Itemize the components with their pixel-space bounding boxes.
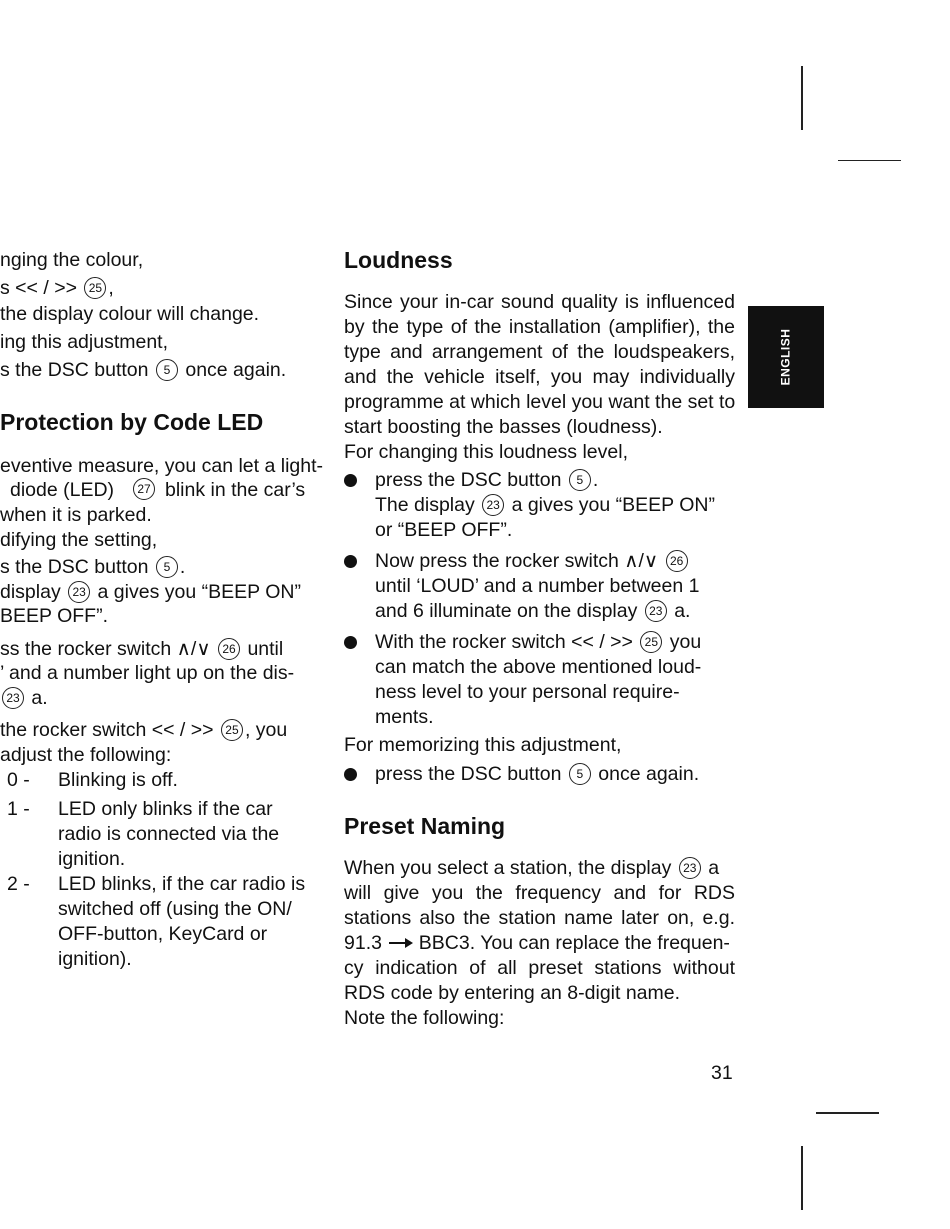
text-line: or “BEEP OFF”. — [375, 519, 513, 541]
text-line: ing this adjustment, — [0, 331, 169, 353]
reference-5: 5 — [156, 359, 178, 381]
text-line: and 6 illuminate on the display 23 a. — [375, 600, 691, 622]
reference-23: 23 — [645, 600, 667, 622]
text-line: when it is parked. — [0, 504, 152, 526]
text-line: start boosting the basses (loudness). — [344, 416, 663, 438]
reference-26: 26 — [218, 638, 240, 660]
crop-mark-top-vertical — [801, 66, 803, 130]
text-line: s << / >> 25 , — [0, 277, 114, 299]
text-line: With the rocker switch << / >> 25 you — [375, 631, 702, 653]
page-number: 31 — [711, 1062, 733, 1084]
reference-5: 5 — [569, 763, 591, 785]
text-line: ’ and a number light up on the dis- — [0, 662, 295, 684]
text-line: adjust the following: — [0, 744, 172, 766]
text-line: ments. — [375, 706, 434, 728]
text-line: and the vehicle itself, you may individually — [344, 366, 735, 388]
option-text: radio is connected via the — [58, 823, 280, 845]
text-line: 23 a. — [0, 686, 48, 711]
option-text: ignition). — [58, 948, 132, 970]
text-line: Now press the rocker switch ∧/∨ 26 — [375, 549, 690, 574]
text-line: BEEP OFF”. — [0, 605, 108, 627]
text-line: RDS code by entering an 8-digit name. — [344, 982, 681, 1004]
text-line: s the DSC button 5 . — [0, 556, 186, 578]
text-line: Since your in-car sound quality is influenced — [344, 291, 735, 313]
section-heading-preset-naming: Preset Naming — [344, 813, 506, 839]
option-text: OFF-button, KeyCard or — [58, 923, 268, 945]
reference-25: 25 — [221, 719, 243, 741]
option-text: LED only blinks if the car — [58, 798, 273, 820]
text-line: For changing this loudness level, — [344, 441, 628, 463]
text-line: Note the following: — [344, 1007, 505, 1029]
section-heading-code-led: Protection by Code LED — [0, 409, 264, 435]
text-line: will give you the frequency and for RDS — [344, 882, 735, 904]
crop-mark-bottom-vertical — [801, 1146, 803, 1210]
bullet-icon — [344, 474, 357, 487]
text-line: When you select a station, the display 23 a — [344, 857, 720, 879]
text-line: can match the above mentioned loud- — [375, 656, 702, 678]
text-line: For memorizing this adjustment, — [344, 734, 622, 756]
text-line: programme at which level you want the set to — [344, 391, 736, 413]
section-heading-loudness: Loudness — [344, 247, 453, 273]
option-number: 2 - — [7, 873, 30, 895]
reference-5: 5 — [156, 556, 178, 578]
option-text: LED blinks, if the car radio is — [58, 873, 306, 895]
text-line: cy indication of all preset stations without — [344, 957, 735, 979]
text-line: by the type of the installation (amplifier), the — [344, 316, 735, 338]
text-line: press the DSC button 5 . — [375, 469, 599, 491]
bullet-icon — [344, 636, 357, 649]
reference-23: 23 — [482, 494, 504, 516]
language-tab-label: ENGLISH — [778, 328, 793, 386]
option-text: Blinking is off. — [58, 769, 178, 791]
option-number: 0 - — [7, 769, 30, 791]
option-text: switched off (using the ON/ — [58, 898, 292, 920]
crop-mark-bottom-horizontal — [816, 1112, 879, 1114]
text-line: ss the rocker switch ∧/∨ 26 until — [0, 638, 284, 660]
text-line: the display colour will change. — [0, 303, 260, 325]
language-tab — [748, 306, 824, 408]
text-line: 91.3 BBC3. You can replace the frequen- — [344, 932, 730, 954]
bullet-icon — [344, 768, 357, 781]
text-line: the rocker switch << / >> 25 , you — [0, 719, 288, 741]
text-line: difying the setting, — [0, 529, 158, 551]
arrow-right-icon — [389, 942, 411, 944]
option-number: 1 - — [7, 798, 30, 820]
text-line: nging the colour, — [0, 249, 144, 271]
text-line: press the DSC button 5 once again. — [375, 763, 700, 785]
reference-26: 26 — [666, 550, 688, 572]
bullet-icon — [344, 555, 357, 568]
reference-23: 23 — [679, 857, 701, 879]
reference-25: 25 — [84, 277, 106, 299]
text-line: until ‘LOUD’ and a number between 1 — [375, 575, 700, 597]
text-line: eventive measure, you can let a light- — [0, 455, 324, 477]
reference-23: 23 — [2, 687, 24, 709]
option-text: ignition. — [58, 848, 126, 870]
reference-5: 5 — [569, 469, 591, 491]
text-line: s the DSC button 5 once again. — [0, 359, 287, 381]
reference-27: 27 — [133, 478, 155, 500]
text-line: type and arrangement of the loudspeakers, — [344, 341, 735, 363]
reference-25: 25 — [640, 631, 662, 653]
text-line: stations also the station name later on, e.g. — [344, 907, 735, 929]
text-line: display 23 a gives you “BEEP ON” — [0, 581, 301, 603]
text-line: The display 23 a gives you “BEEP ON” — [375, 494, 715, 516]
reference-23: 23 — [68, 581, 90, 603]
text-line: ness level to your personal require- — [375, 681, 680, 703]
crop-mark-top-horizontal — [838, 160, 901, 161]
